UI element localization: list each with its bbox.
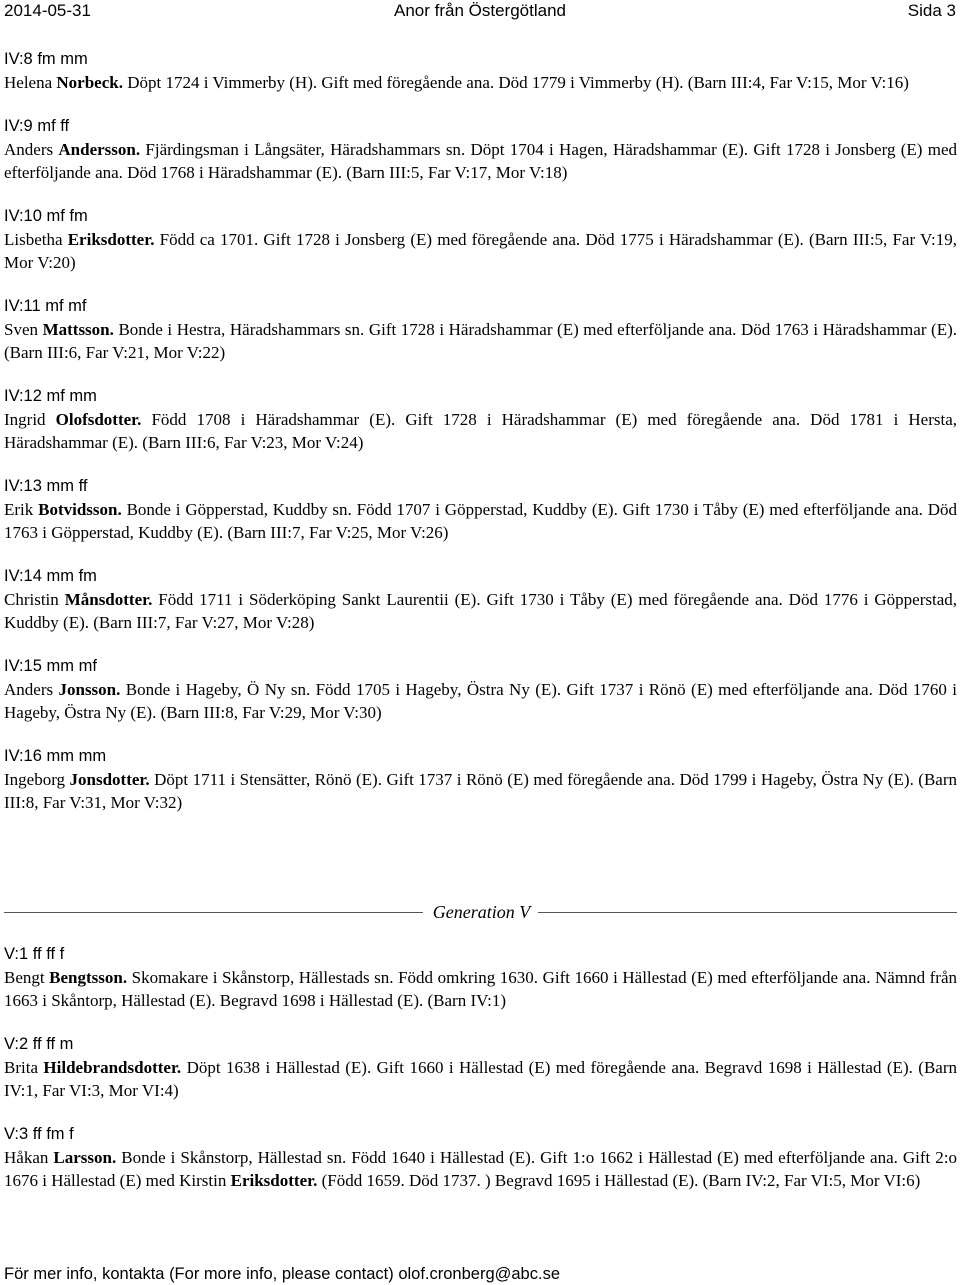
ancestor-entry: [4, 205, 957, 274]
entry-text: Helena Norbeck. Döpt 1724 i Vimmerby (H). Gift med föregående ana. Död 1779 i Vimmerby (H). (Barn III:4, Far V:15, Mor V:16): [4, 73, 909, 92]
ancestor-entry: [4, 1123, 957, 1192]
entry-text: Christin Månsdotter. Född 1711 i Söderköping Sankt Laurentii (E). Gift 1730 i Tåby (E) med föregående ana. Död 1776 i Göpperstad, Kuddby (E). (Barn III:7, Far V:27, Mor V:28): [4, 590, 957, 632]
divider-line-right: [538, 912, 957, 913]
entry-id: IV:9 mf ff: [4, 117, 70, 135]
entry-surname: Jonsson.: [58, 680, 121, 699]
entry-surname: Månsdotter.: [64, 590, 153, 609]
generation-v-entries: [4, 943, 957, 1192]
entry-id: IV:15 mm mf: [4, 657, 97, 675]
ancestor-entry: [4, 943, 957, 1012]
page-header: [4, 0, 956, 22]
header-title: Anor från Östergötland: [394, 1, 566, 20]
header-page-number: Sida 3: [907, 1, 956, 20]
entry-surname: Larsson.: [53, 1148, 117, 1167]
entry-id: IV:8 fm mm: [4, 50, 88, 68]
entry-id: IV:14 mm fm: [4, 567, 97, 585]
entry-text: Sven Mattsson. Bonde i Hestra, Häradshammars sn. Gift 1728 i Häradshammar (E) med efterföljande ana. Död 1763 i Häradshammar (E). (Barn III:6, Far V:21, Mor V:22): [4, 320, 958, 362]
entry-surname: Eriksdotter.: [67, 230, 155, 249]
entry-text: Erik Botvidsson. Bonde i Göpperstad, Kuddby sn. Född 1707 i Göpperstad, Kuddby (E). Gift 1730 i Tåby (E) med efterföljande ana. Död 1763 i Göpperstad, Kuddby (E). (Barn III:7, Far V:25, Mor V:26): [4, 500, 957, 542]
ancestor-entry: [4, 385, 957, 454]
entry-text: Anders Andersson. Fjärdingsman i Långsäter, Häradshammars sn. Döpt 1704 i Hagen, Häradshammar (E). Gift 1728 i Jonsberg (E) med efterföljande ana. Död 1768 i Häradshammar (E). (Barn III:5, Far V:17, Mor V:18): [4, 140, 957, 182]
entry-surname: Jonsdotter.: [69, 770, 150, 789]
entry-surname: Norbeck.: [56, 73, 123, 92]
generation-divider: [4, 900, 957, 924]
entry-text: Anders Jonsson. Bonde i Hageby, Ö Ny sn. Född 1705 i Hageby, Östra Ny (E). Gift 1737 i Rönö (E) med efterföljande ana. Död 1760 i Hageby, Östra Ny (E). (Barn III:8, Far V:29, Mor V:30): [4, 680, 957, 722]
entry-text: Bengt Bengtsson. Skomakare i Skånstorp, Hällestads sn. Född omkring 1630. Gift 1660 i Hällestad (E) med efterföljande ana. Nämnd från 1663 i Skåntorp, Hällestad (E). Begravd 1698 i Hällestad (E). (Barn IV:1): [4, 968, 957, 1010]
entry-id: IV:10 mf fm: [4, 207, 88, 225]
entry-text: Lisbetha Eriksdotter. Född ca 1701. Gift 1728 i Jonsberg (E) med föregående ana. Död 1775 i Häradshammar (E). (Barn III:5, Far V:19, Mor V:20): [4, 230, 957, 272]
entry-id: V:1 ff ff f: [4, 945, 65, 963]
entry-id: IV:12 mf mm: [4, 387, 97, 405]
page-footer: För mer info, kontakta (For more info, please contact) olof.cronberg@abc.se: [4, 1265, 560, 1283]
header-date: 2014-05-31: [4, 1, 91, 20]
divider-line-left: [4, 912, 423, 913]
entry-id: IV:16 mm mm: [4, 747, 107, 765]
generation-iv-entries: [4, 48, 957, 814]
entry-text: Ingrid Olofsdotter. Född 1708 i Häradshammar (E). Gift 1728 i Häradshammar (E) med föregående ana. Död 1781 i Hersta, Häradshammar (E). (Barn III:6, Far V:23, Mor V:24): [4, 410, 957, 452]
entry-surname: Mattsson.: [42, 320, 114, 339]
ancestor-entry: [4, 475, 957, 544]
entry-text: Brita Hildebrandsdotter. Döpt 1638 i Hällestad (E). Gift 1660 i Hällestad (E) med föregående ana. Begravd 1698 i Hällestad (E). (Barn IV:1, Far VI:3, Mor VI:4): [4, 1058, 957, 1100]
entry-surname: Andersson.: [58, 140, 141, 159]
generation-heading: Generation V: [432, 901, 531, 922]
entry-text: Håkan Larsson. Bonde i Skånstorp, Hällestad sn. Född 1640 i Hällestad (E). Gift 1:o 1662 i Hällestad (E) med efterföljande ana. Gift 2:o 1676 i Hällestad (E) med Kirstin Eriksdotter. (Född 1659. Död 1737. ) Begravd 1695 i Hällestad (E). (Barn IV:2, Far VI:5, Mor VI:6): [4, 1148, 957, 1190]
ancestor-entry: [4, 1033, 957, 1102]
ancestor-entry: [4, 48, 957, 94]
entry-text: Ingeborg Jonsdotter. Döpt 1711 i Stensätter, Rönö (E). Gift 1737 i Rönö (E) med föregående ana. Död 1799 i Hageby, Östra Ny (E). (Barn III:8, Far V:31, Mor V:32): [4, 770, 957, 812]
ancestor-entry: [4, 565, 957, 634]
ancestor-entry: [4, 655, 957, 724]
entry-surname: Botvidsson.: [38, 500, 122, 519]
ancestor-entry: [4, 745, 957, 814]
spouse-surname: Eriksdotter.: [230, 1171, 318, 1190]
entry-surname: Olofsdotter.: [55, 410, 142, 429]
entry-surname: Hildebrandsdotter.: [43, 1058, 182, 1077]
entry-id: IV:11 mf mf: [4, 297, 87, 315]
entry-surname: Bengtsson.: [49, 968, 128, 987]
entry-id: V:3 ff fm f: [4, 1125, 74, 1143]
ancestor-entry: [4, 295, 957, 364]
ancestor-entry: [4, 115, 957, 184]
entry-id: IV:13 mm ff: [4, 477, 88, 495]
entry-id: V:2 ff ff m: [4, 1035, 74, 1053]
